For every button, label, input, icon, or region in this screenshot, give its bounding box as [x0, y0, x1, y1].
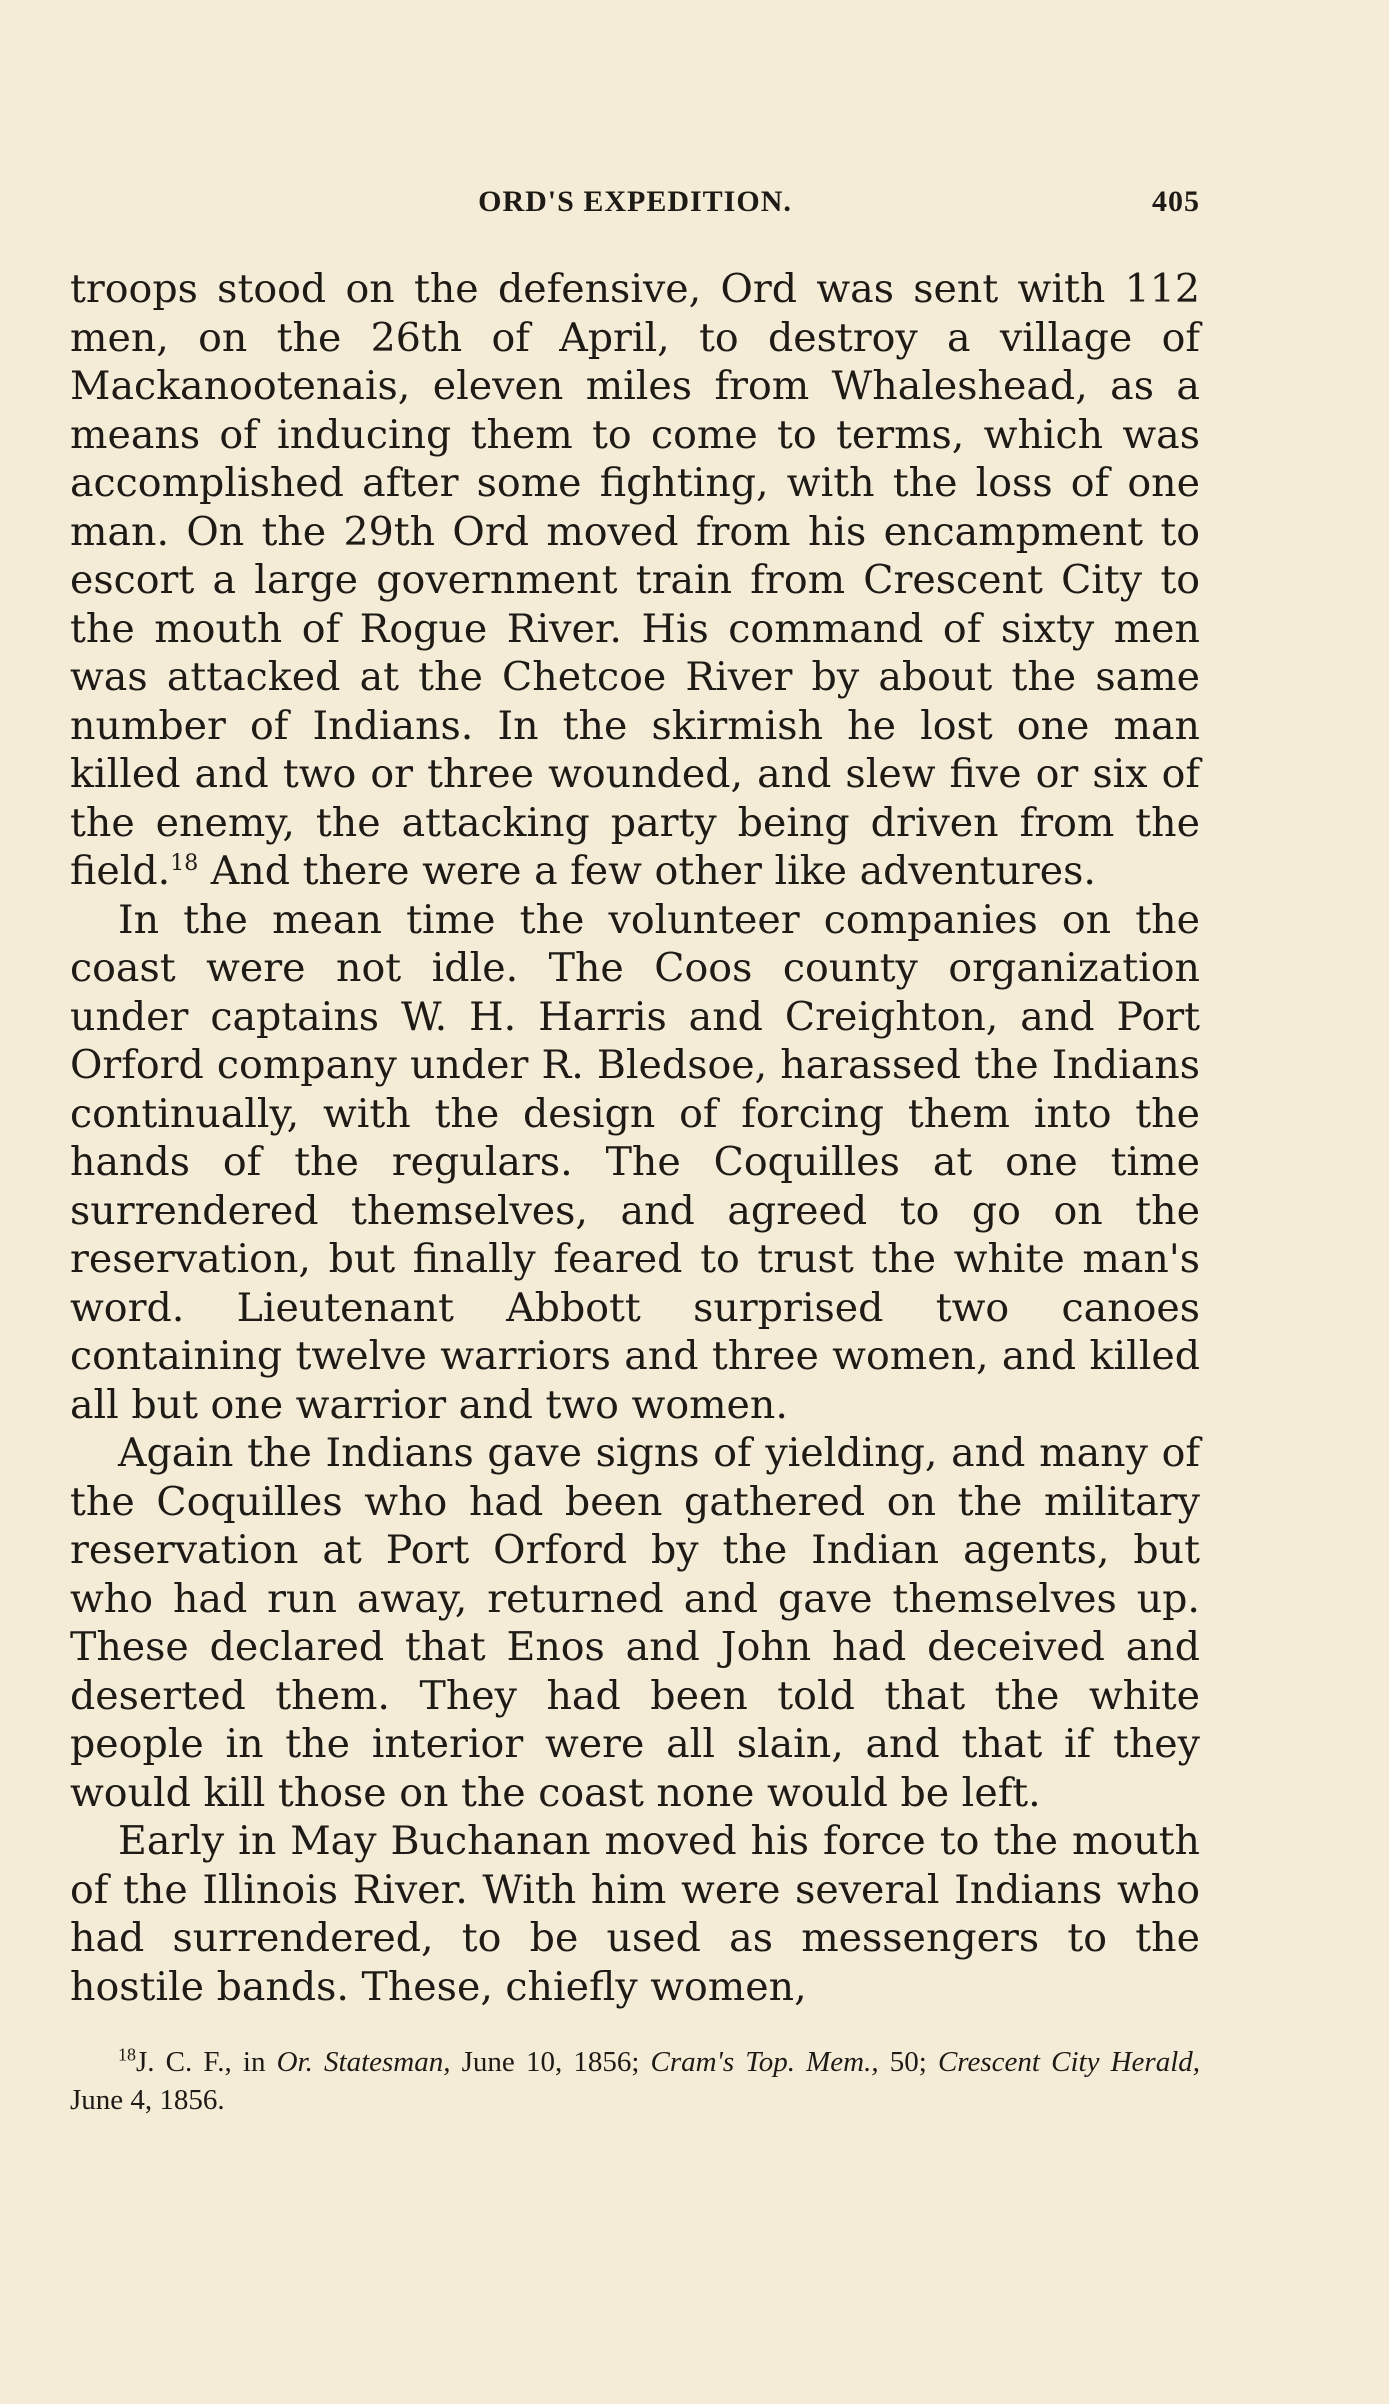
- footnote-text: 50;: [878, 2046, 938, 2078]
- footnote-source-title: Crescent City Herald,: [937, 2046, 1200, 2078]
- footnote-text: J. C. F., in: [136, 2046, 277, 2078]
- book-page: [70, 185, 1200, 2119]
- running-head: ORD'S EXPEDITION.: [478, 185, 792, 218]
- footnote-text: June 10, 1856;: [450, 2046, 651, 2078]
- paragraph: [70, 265, 1200, 896]
- paragraph: Again the Indians gave signs of yielding, and many of the Coquilles who had been gathered on the military reservation at Port Orford by the Indian agents, but who had run away, returned and gave themselves up. These declared that Enos and John had deceived and deserted them. They had been told that the white people in the interior were all slain, and that if they would kill those on the coast none would be left.: [70, 1430, 1200, 1816]
- footnote-text: June 4, 1856.: [70, 2084, 225, 2116]
- page-header: [70, 185, 1200, 245]
- footnote-source-title: Cram's Top. Mem.,: [650, 2046, 879, 2078]
- paragraph: Early in May Buchanan moved his force to the mouth of the Illinois River. With him were several Indians who had surrendered, to be used as messengers to the hostile bands. These, chiefly women,: [70, 1818, 1200, 2010]
- paragraph: In the mean time the volunteer companies on the coast were not idle. The Coos county organization under captains W. H. Harris and Creighton, and Port Orford company under R. Bledsoe, harassed the Indians continually, with the design of forcing them into the hands of the regulars. The Coquilles at one time surrendered themselves, and agreed to go on the reservation, but finally feared to trust the white man's word. Lieutenant Abbott surprised two canoes containing twelve warriors and three women, and killed all but one warrior and two women.: [70, 896, 1200, 1428]
- footnote-source-title: Or. Statesman,: [276, 2046, 451, 2078]
- footnote-reference: 18: [170, 850, 199, 876]
- page-number: 405: [1152, 185, 1200, 218]
- footnote-mark: 18: [118, 2044, 136, 2065]
- paragraph-text: troops stood on the defensive, Ord was sent with 112 men, on the 26th of April, to destroy a village of Mackanootenais, eleven miles from Whaleshead, as a means of inducing them to come to terms, which was accomplished after some fighting, with the loss of one man. On the 29th Ord moved from his encampment to escort a large government train from Crescent City to the mouth of Rogue River. His command of sixty men was attacked at the Chetcoe River by about the same number of Indians. In the skirmish he lost one man killed and two or three wounded, and slew five or six of the enemy, the attacking party being driven from the field.: [70, 266, 1200, 894]
- footnote: [70, 2043, 1200, 2119]
- paragraph-text: And there were a few other like adventures.: [198, 848, 1096, 894]
- main-text: [70, 265, 1200, 2011]
